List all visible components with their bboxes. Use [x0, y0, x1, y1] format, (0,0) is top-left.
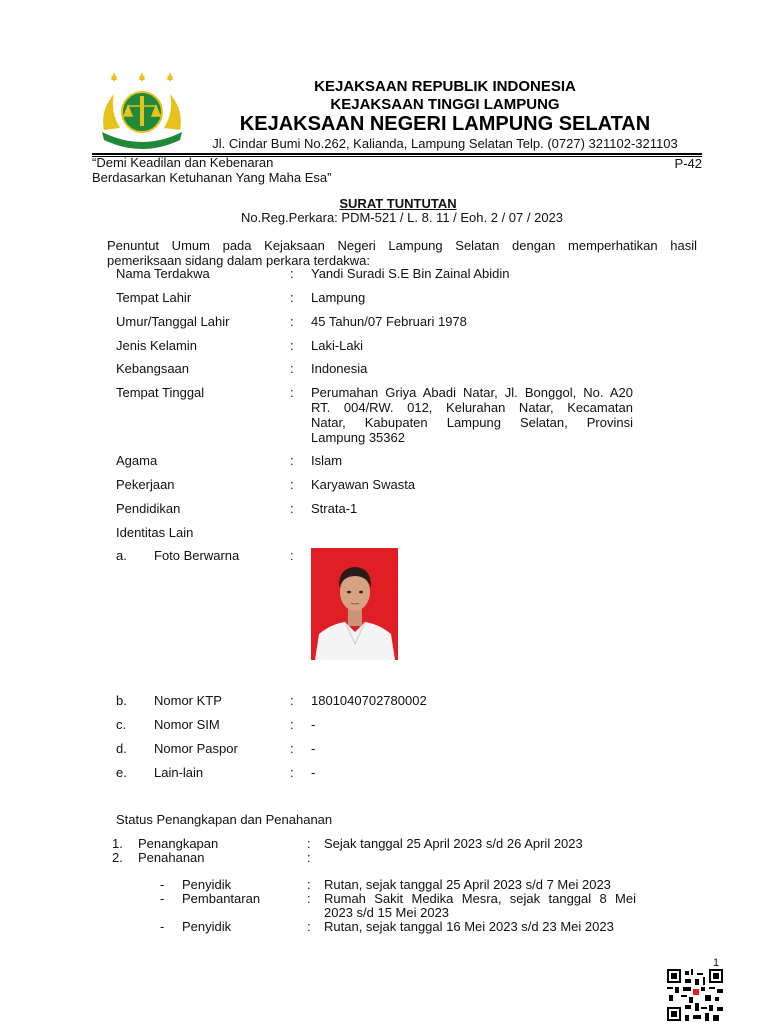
- field-label: Tempat Tinggal: [116, 385, 205, 400]
- identity-label: Nomor Paspor: [154, 741, 238, 756]
- field-colon: :: [290, 361, 294, 376]
- field-value: Yandi Suradi S.E Bin Zainal Abidin: [311, 266, 510, 281]
- status-number: 2.: [112, 850, 123, 865]
- identity-colon: :: [290, 693, 294, 708]
- field-colon: :: [290, 385, 294, 400]
- identity-label: Nomor SIM: [154, 717, 220, 732]
- identity-label: Foto Berwarna: [154, 548, 240, 563]
- status-section-title: Status Penangkapan dan Penahanan: [116, 812, 333, 827]
- header-address: Jl. Cindar Bumi No.262, Kalianda, Lampung Selatan Telp. (0727) 321102-321103: [212, 136, 678, 151]
- field-label: Pekerjaan: [116, 477, 175, 492]
- field-label: Jenis Kelamin: [116, 338, 197, 353]
- identity-letter: e.: [116, 765, 127, 780]
- qr-code-icon: [667, 969, 723, 1021]
- identity-value: -: [311, 717, 316, 732]
- detention-dash: -: [160, 919, 165, 934]
- field-value: 45 Tahun/07 Februari 1978: [311, 314, 467, 329]
- address-line: Lampung 35362: [311, 430, 405, 445]
- detention-value: 2023 s/d 15 Mei 2023: [324, 905, 450, 920]
- field-value: Karyawan Swasta: [311, 477, 416, 492]
- field-colon: :: [290, 314, 294, 329]
- status-value: Sejak tanggal 25 April 2023 s/d 26 April 2023: [324, 836, 583, 851]
- status-number: 1.: [112, 836, 123, 851]
- detention-colon: :: [307, 891, 311, 906]
- identity-value: -: [311, 765, 316, 780]
- field-label: Pendidikan: [116, 501, 181, 516]
- identity-label: Lain-lain: [154, 765, 204, 780]
- motto-line-2: Berdasarkan Ketuhanan Yang Maha Esa”: [92, 170, 332, 185]
- identity-letter: d.: [116, 741, 127, 756]
- field-colon: :: [290, 477, 294, 492]
- field-label: Agama: [116, 453, 158, 468]
- identity-letter: a.: [116, 548, 127, 563]
- field-value: Lampung: [311, 290, 366, 305]
- field-value: Islam: [311, 453, 343, 468]
- detention-value: Rumah Sakit Medika Mesra, sejak tanggal 8 Mei: [324, 891, 636, 906]
- field-colon: :: [290, 338, 294, 353]
- intro-line-1: Penuntut Umum pada Kejaksaan Negeri Lampung Selatan dengan memperhatikan hasil: [107, 238, 697, 253]
- field-colon: :: [290, 290, 294, 305]
- identity-letter: c.: [116, 717, 127, 732]
- motto-line-1: “Demi Keadilan dan Kebenaran: [92, 155, 274, 170]
- detention-dash: -: [160, 891, 165, 906]
- header-line-1: KEJAKSAAN REPUBLIK INDONESIA: [314, 78, 576, 95]
- field-value: Indonesia: [311, 361, 368, 376]
- detention-colon: :: [307, 877, 311, 892]
- detention-label: Pembantaran: [182, 891, 261, 906]
- field-colon: :: [290, 501, 294, 516]
- identity-colon: :: [290, 741, 294, 756]
- identity-colon: :: [290, 765, 294, 780]
- field-value: Strata-1: [311, 501, 358, 516]
- identity-value: 1801040702780002: [311, 693, 427, 708]
- identity-colon: :: [290, 717, 294, 732]
- registration-number: No.Reg.Perkara: PDM-521 / L. 8. 11 / Eoh. 2 / 07 / 2023: [240, 210, 564, 225]
- identity-value: -: [311, 741, 316, 756]
- field-value: Laki-Laki: [311, 338, 364, 353]
- address-line: Natar, Kabupaten Lampung Selatan, Provinsi: [311, 415, 633, 430]
- detention-dash: -: [160, 877, 165, 892]
- identity-letter: b.: [116, 693, 127, 708]
- field-label: Tempat Lahir: [116, 290, 192, 305]
- detention-value: Rutan, sejak tanggal 25 April 2023 s/d 7 Mei 2023: [324, 877, 611, 892]
- address-line: Perumahan Griya Abadi Natar, Jl. Bonggol, No. A20: [311, 385, 633, 400]
- field-label: Nama Terdakwa: [116, 266, 210, 281]
- detention-colon: :: [307, 919, 311, 934]
- detention-label: Penyidik: [182, 877, 232, 892]
- field-colon: :: [290, 266, 294, 281]
- identity-label: Nomor KTP: [154, 693, 222, 708]
- address-line: RT. 004/RW. 012, Kelurahan Natar, Kecamatan: [311, 400, 633, 415]
- defendant-photo: [311, 548, 398, 660]
- field-colon: :: [290, 453, 294, 468]
- detention-value: Rutan, sejak tanggal 16 Mei 2023 s/d 23 Mei 2023: [324, 919, 614, 934]
- identity-colon: :: [290, 548, 294, 563]
- field-value-address: [311, 385, 633, 445]
- field-label: Umur/Tanggal Lahir: [116, 314, 230, 329]
- header-office-name: KEJAKSAAN NEGERI LAMPUNG SELATAN: [239, 113, 651, 135]
- field-label: Identitas Lain: [116, 525, 194, 540]
- document-title: SURAT TUNTUTAN: [339, 196, 457, 211]
- status-label: Penangkapan: [138, 836, 219, 851]
- status-colon: :: [307, 850, 311, 865]
- detention-label: Penyidik: [182, 919, 232, 934]
- status-colon: :: [307, 836, 311, 851]
- header-line-2: KEJAKSAAN TINGGI LAMPUNG: [330, 96, 560, 113]
- page-number: 1: [713, 957, 720, 969]
- form-code: P-42: [674, 156, 702, 171]
- intro-line-2: pemeriksaan sidang dalam perkara terdakwa:: [107, 253, 371, 268]
- kejaksaan-logo: [96, 70, 188, 150]
- status-label: Penahanan: [138, 850, 205, 865]
- field-label: Kebangsaan: [116, 361, 190, 376]
